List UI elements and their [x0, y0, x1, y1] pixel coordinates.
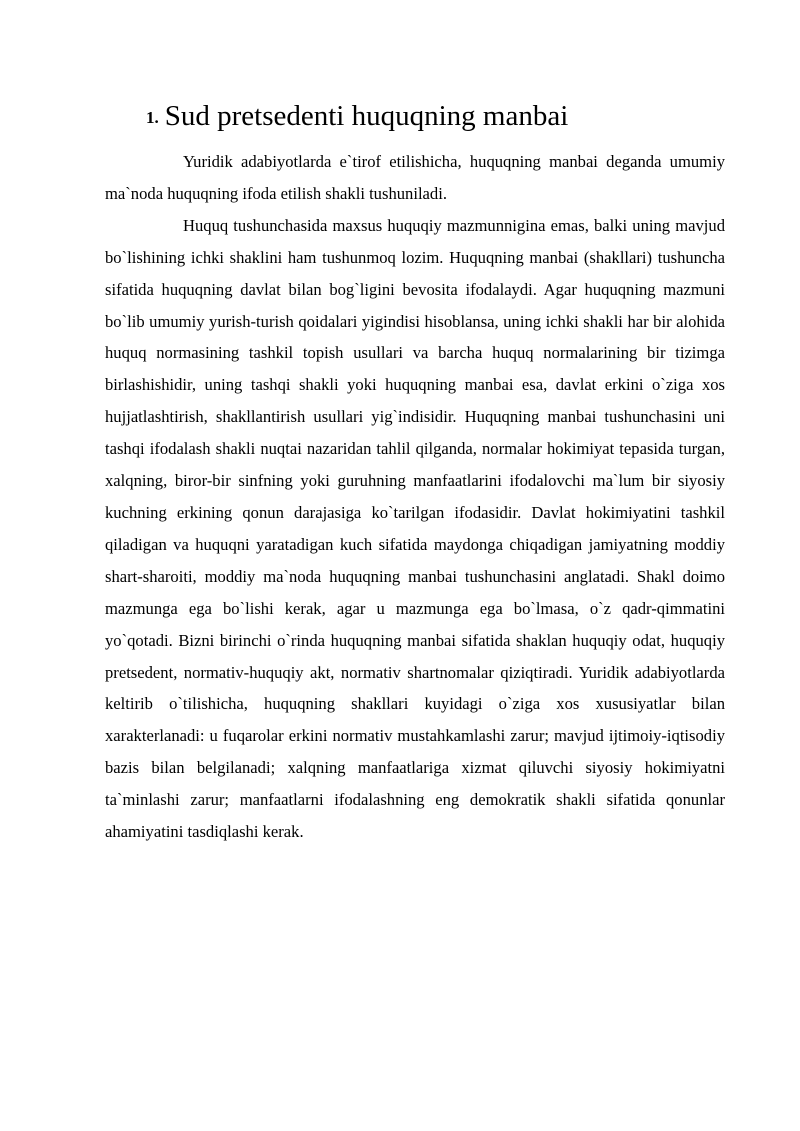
- section-title: Sud pretsedenti huquqning manbai: [164, 100, 569, 132]
- paragraph-main: Huquq tushunchasida maxsus huquqiy mazmunnigina emas, balki uning mavjud bo`lishining ichki shaklini ham tushunmoq lozim. Huquqning manbai (shakllari) tushuncha sifatida huquqning davlat bilan bog`ligini bevosita ifodalaydi. Agar huquqning mazmuni bo`lib umumiy yurish-turish qoidalari yigindisi hisoblansa, uning ichki shakli har bir alohida huquq normasining tashkil topish usullari va barcha huquq normalarining bir tizimga birlashishidir, uning tashqi shakli yoki huquqning manbai esa, davlat erkini o`ziga xos hujjatlashtirish, shakllantirish usullari yig`indisidir. Huquqning manbai tushunchasini uni tashqi ifodalash shakli nuqtai nazaridan tahlil qilganda, normalar hokimiyat tepasida turgan, xalqning, biror-bir sinfning yoki guruhning manfaatlarini ifodalovchi ma`lum bir siyosiy kuchning erkining qonun darajasiga ko`tarilgan ifodasidir. Davlat hokimiyatini tashkil qiladigan va huquqni yaratadigan kuch sifatida maydonga chiqadigan jamiyatning moddiy shart-sharoiti, moddiy ma`noda huquqning manbai tushunchasini anglatadi. Shakl doimo mazmunga ega bo`lishi kerak, agar u mazmunga ega bo`lmasa, o`z qadr-qimmatini yo`qotadi. Bizni birinchi o`rinda huquqning manbai sifatida shaklan huquqiy odat, huquqiy pretsedent, normativ-huquqiy akt, normativ shartnomalar qiziqtiradi. Yuridik adabiyotlarda keltirib o`tilishicha, huquqning shakllari kuyidagi o`ziga xos xususiyatlar bilan xarakterlanadi: u fuqarolar erkini normativ mustahkamlashi zarur; mavjud ijtimoiy-iqtisodiy bazis bilan belgilanadi; xalqning manfaatlariga xizmat qiluvchi siyosiy hokimiyatni ta`minlashi zarur; manfaatlarni ifodalashning eng demokratik shakli sifatida qonunlar ahamiyatini tasdiqlashi kerak.: [105, 215, 725, 842]
- section-number: 1.: [146, 108, 159, 127]
- section-heading: [146, 96, 568, 133]
- paragraph-intro: Yuridik adabiyotlarda e`tirof etilishicha, huquqning manbai deganda umumiy ma`noda huquqning ifoda etilish shakli tushuniladi.: [105, 152, 725, 203]
- body-text: [105, 146, 725, 848]
